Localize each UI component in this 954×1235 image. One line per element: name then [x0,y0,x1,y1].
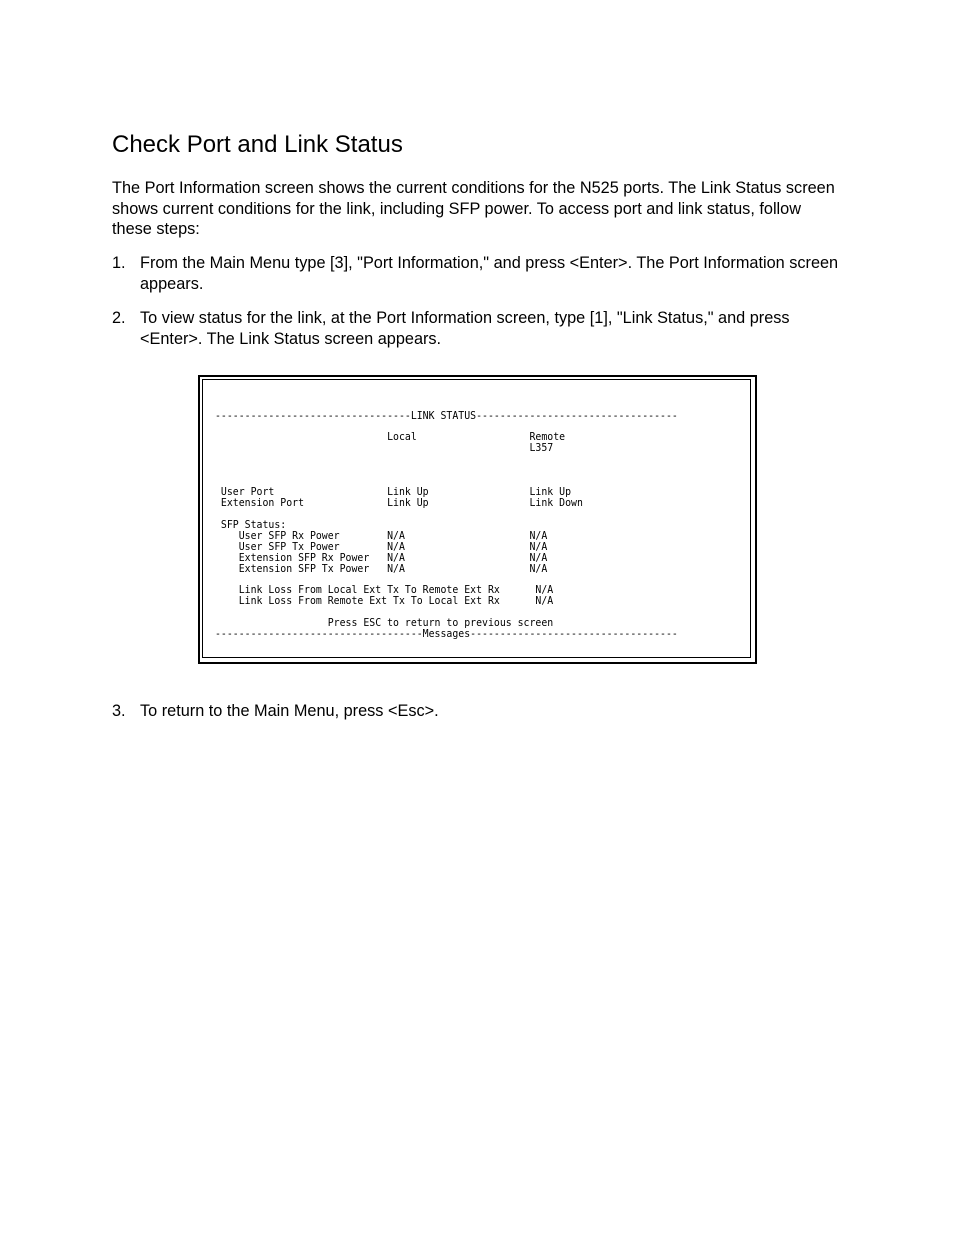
terminal-extension-port-row: Extension Port Link Up Link Down [215,496,583,509]
terminal-press-esc-hint: Press ESC to return to previous screen [215,616,554,629]
step-number: 3. [112,702,126,720]
terminal-screen [202,379,751,658]
step-text: To return to the Main Menu, press <Esc>. [140,702,439,720]
step-number: 2. [112,309,126,327]
terminal-ext-sfp-rx-row: Extension SFP Rx Power N/A N/A [215,551,548,564]
step-number: 1. [112,254,126,272]
terminal-remote-unit: L357 [215,441,554,454]
intro-paragraph: The Port Information screen shows the current conditions for the N525 ports. The Link Status screen shows current conditions for the link, including SFP power. To access port and link status, follow these steps: [112,179,835,238]
terminal-ext-sfp-tx-row: Extension SFP Tx Power N/A N/A [215,562,548,575]
step-1 [112,253,842,294]
terminal-user-sfp-tx-row: User SFP Tx Power N/A N/A [215,540,548,553]
terminal-title-line: ---------------------------------LINK STATUS---------------------------------- [215,409,678,422]
terminal-link-loss-local-row: Link Loss From Local Ext Tx To Remote Ext Rx N/A [215,583,554,596]
step-text: From the Main Menu type [3], "Port Information," and press <Enter>. The Port Information screen appears. [140,254,839,293]
terminal-user-port-row: User Port Link Up Link Up [215,485,572,498]
terminal-user-sfp-rx-row: User SFP Rx Power N/A N/A [215,529,548,542]
terminal-column-headers: Local Remote [215,430,566,443]
step-3 [112,701,842,722]
terminal-messages-line: -----------------------------------Messages----------------------------------- [215,627,678,640]
terminal-link-loss-remote-row: Link Loss From Remote Ext Tx To Local Ext Rx N/A [215,594,554,607]
step-text: To view status for the link, at the Port Information screen, type [1], "Link Status," and press <Enter>. The Link Status screen appears. [140,309,790,348]
page-title: Check Port and Link Status [112,131,403,158]
terminal-sfp-status-label: SFP Status: [215,518,287,531]
link-status-terminal-screenshot [198,375,757,664]
step-2 [112,308,842,349]
